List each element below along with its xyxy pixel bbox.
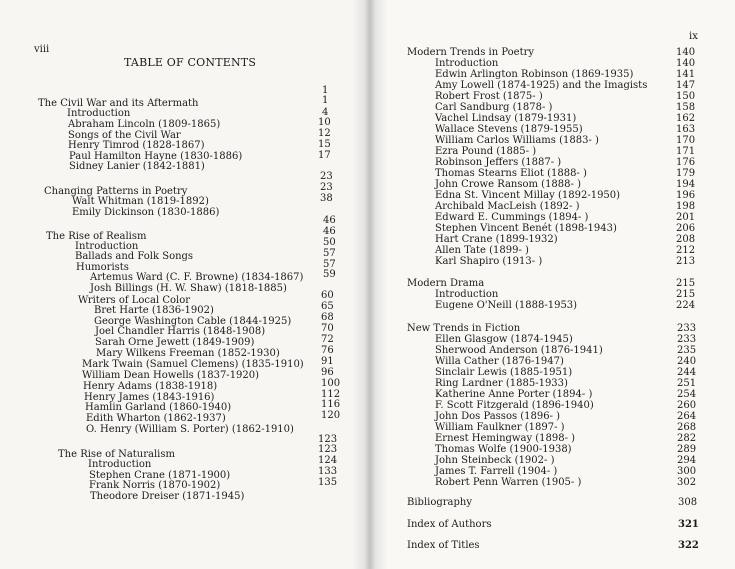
toc-entry: Hamlin Garland (1860-1940) — [85, 402, 232, 413]
toc-entry: Robert Frost (1875- ) — [435, 91, 543, 102]
toc-entry-page: 321 — [678, 519, 699, 530]
toc-entry-page: 57 — [323, 248, 336, 259]
toc-entry: Henry James (1843-1916) — [84, 392, 215, 403]
toc-entry: John Dos Passos (1896- ) — [435, 411, 561, 422]
toc-entry-page: 215 — [676, 289, 696, 300]
toc-entry-page: 120 — [321, 410, 341, 421]
toc-entry-page: 170 — [676, 135, 696, 146]
toc-entry-page: 194 — [676, 179, 696, 190]
toc-entry-page: 294 — [677, 455, 697, 466]
toc-entry: Ernest Hemingway (1898- ) — [435, 433, 576, 444]
toc-entry-page: 233 — [677, 334, 697, 345]
toc-entry-page: 308 — [678, 497, 698, 508]
toc-entry-page: 70 — [321, 323, 334, 334]
toc-entry: Bret Harte (1836-1902) — [94, 305, 214, 316]
toc-entry: John Steinbeck (1902- ) — [435, 455, 555, 466]
toc-entry-page: 141 — [676, 69, 696, 80]
toc-entry: Writers of Local Color — [78, 295, 191, 306]
toc-entry-page: 208 — [676, 234, 696, 245]
section-page-new-fiction: 233 — [677, 323, 697, 334]
section-page-rise-of-realism: 46 — [323, 215, 336, 226]
section-heading-rise-of-naturalism: The Rise of Naturalism — [58, 449, 175, 460]
toc-entry-page: 240 — [677, 356, 697, 367]
toc-entry: Sinclair Lewis (1885-1951) — [435, 367, 573, 378]
section-heading-civil-war: The Civil War and its Aftermath — [38, 98, 199, 109]
toc-entry: Introduction — [435, 58, 499, 69]
toc-entry: Paul Hamilton Hayne (1830-1886) — [69, 151, 243, 162]
toc-entry: Willa Cather (1876-1947) — [435, 356, 564, 367]
toc-entry-page: 60 — [321, 290, 334, 301]
book-gutter — [352, 0, 388, 569]
toc-entry-page: 133 — [318, 466, 338, 477]
toc-entry-page: 251 — [677, 378, 697, 389]
toc-entry: Ring Lardner (1885-1933) — [435, 378, 568, 389]
toc-entry-page: 140 — [676, 58, 696, 69]
toc-entry-page: 59 — [323, 269, 336, 280]
toc-entry-page: 57 — [323, 259, 336, 270]
toc-entry: Carl Sandburg (1878- ) — [435, 102, 553, 113]
toc-entry: Josh Billings (H. W. Shaw) (1818-1885) — [90, 283, 287, 294]
toc-entry: John Crowe Ransom (1888- ) — [435, 179, 581, 190]
toc-entry-page: 116 — [321, 399, 341, 410]
toc-entry: Sarah Orne Jewett (1849-1909) — [95, 337, 255, 348]
toc-title: TABLE OF CONTENTS — [124, 56, 257, 69]
toc-entry-page: 260 — [677, 400, 697, 411]
toc-entry: Edward E. Cummings (1894- ) — [435, 212, 589, 223]
toc-entry: Robinson Jeffers (1887- ) — [435, 157, 562, 168]
toc-entry: George Washington Cable (1844-1925) — [94, 316, 292, 327]
toc-entry: Edwin Arlington Robinson (1869-1935) — [435, 69, 634, 80]
toc-entry: Introduction — [67, 108, 131, 119]
toc-entry: James T. Farrell (1904- ) — [435, 466, 558, 477]
right-page-number: ix — [689, 31, 698, 42]
toc-entry: Introduction — [435, 289, 499, 300]
toc-entry-page: 150 — [676, 91, 696, 102]
toc-entry-page: 163 — [676, 124, 696, 135]
toc-entry: Abraham Lincoln (1809-1865) — [68, 119, 221, 130]
toc-entry-page: 322 — [678, 540, 699, 551]
toc-entry-index-titles: Index of Titles — [407, 540, 480, 551]
section-heading-changing-patterns: Changing Patterns in Poetry — [44, 186, 188, 197]
toc-entry-page: 235 — [677, 345, 697, 356]
toc-entry: Amy Lowell (1874-1925) and the Imagists — [435, 80, 648, 91]
toc-entry-page: 264 — [677, 411, 697, 422]
toc-entry-page: 206 — [676, 223, 696, 234]
toc-entry: Introduction — [88, 459, 152, 470]
toc-entry: Edith Wharton (1862-1937) — [86, 413, 226, 424]
toc-entry: Stephen Vincent Benét (1898-1943) — [435, 223, 617, 234]
toc-entry-page: 289 — [677, 444, 697, 455]
toc-entry-page: 158 — [676, 102, 696, 113]
toc-entry: William Carlos Williams (1883- ) — [435, 135, 599, 146]
toc-entry: Ezra Pound (1885- ) — [435, 146, 537, 157]
toc-entry: Mark Twain (Samuel Clemens) (1835-1910) — [82, 359, 304, 370]
toc-entry-page: 201 — [676, 212, 696, 223]
toc-entry-page: 100 — [321, 378, 341, 389]
toc-entry: Artemus Ward (C. F. Browne) (1834-1867) — [90, 272, 304, 283]
toc-entry: Hart Crane (1899-1932) — [435, 234, 558, 245]
toc-entry: Ballads and Folk Songs — [75, 251, 194, 262]
toc-entry: Edna St. Vincent Millay (1892-1950) — [435, 190, 621, 201]
toc-entry: Humorists — [76, 262, 129, 273]
toc-entry-page: 124 — [318, 455, 338, 466]
toc-entry: F. Scott Fitzgerald (1896-1940) — [435, 400, 594, 411]
toc-entry: Karl Shapiro (1913- ) — [435, 256, 543, 267]
left-page-number: viii — [34, 44, 50, 55]
toc-entry-page: 1 — [322, 95, 329, 106]
toc-entry-page: 244 — [677, 367, 697, 378]
section-heading-rise-of-realism: The Rise of Realism — [46, 231, 147, 242]
toc-entry-page: 12 — [318, 128, 331, 139]
toc-entry-page: 254 — [677, 389, 697, 400]
toc-entry-page: 213 — [676, 256, 696, 267]
section-heading-modern-poetry: Modern Trends in Poetry — [407, 47, 535, 58]
toc-entry-page: 112 — [321, 389, 341, 400]
toc-entry: Walt Whitman (1819-1892) — [72, 196, 209, 207]
toc-entry-index-authors: Index of Authors — [407, 519, 492, 530]
toc-entry-page: 135 — [318, 477, 338, 488]
toc-entry-page: 268 — [677, 422, 697, 433]
toc-entry-page: 198 — [676, 201, 696, 212]
toc-entry-page: 96 — [321, 367, 334, 378]
toc-entry-page: 300 — [677, 466, 697, 477]
toc-entry-page: 179 — [676, 168, 696, 179]
toc-entry-page: 72 — [321, 334, 334, 345]
toc-entry-page: 123 — [318, 444, 338, 455]
toc-entry: Allen Tate (1899- ) — [435, 245, 529, 256]
toc-entry-page: 76 — [321, 345, 334, 356]
toc-entry: Songs of the Civil War — [68, 130, 181, 141]
toc-entry: Joel Chandler Harris (1848-1908) — [95, 326, 266, 337]
toc-entry-page: 176 — [676, 157, 696, 168]
section-page-modern-drama: 215 — [676, 278, 696, 289]
toc-entry: Sherwood Anderson (1876-1941) — [435, 345, 603, 356]
toc-entry-page: 91 — [321, 356, 334, 367]
toc-entry-page: 23 — [320, 182, 333, 193]
section-page-modern-poetry: 140 — [676, 47, 696, 58]
toc-entry-page: 38 — [320, 193, 333, 204]
section-page-rise-of-naturalism: 123 — [318, 434, 338, 445]
toc-entry: Wallace Stevens (1879-1955) — [435, 124, 583, 135]
toc-entry: Stephen Crane (1871-1900) — [89, 470, 231, 481]
section-page-civil-war: 1 — [322, 85, 329, 96]
toc-entry: Henry Adams (1838-1918) — [83, 381, 218, 392]
toc-entry-page: 196 — [676, 190, 696, 201]
toc-entry-page: 17 — [318, 150, 331, 161]
toc-entry: William Dean Howells (1837-1920) — [82, 370, 260, 381]
toc-entry: Ellen Glasgow (1874-1945) — [435, 334, 573, 345]
toc-entry: Robert Penn Warren (1905- ) — [435, 477, 582, 488]
toc-entry: O. Henry (William S. Porter) (1862-1910) — [86, 424, 294, 435]
section-heading-modern-drama: Modern Drama — [407, 278, 485, 289]
right-page — [371, 0, 735, 569]
toc-entry-page: 171 — [676, 146, 696, 157]
toc-entry: Vachel Lindsay (1879-1931) — [435, 113, 577, 124]
toc-entry: Emily Dickinson (1830-1886) — [72, 207, 220, 218]
toc-entry: Mary Wilkens Freeman (1852-1930) — [96, 348, 280, 359]
toc-entry-page: 282 — [677, 433, 697, 444]
toc-entry: William Faulkner (1897- ) — [435, 422, 565, 433]
toc-entry-page: 302 — [677, 477, 697, 488]
toc-entry-page: 15 — [318, 139, 331, 150]
section-page-changing-patterns: 23 — [320, 171, 333, 182]
toc-entry: Archibald MacLeish (1892- ) — [435, 201, 580, 212]
toc-entry-page: 4 — [322, 107, 329, 118]
toc-entry-page: 147 — [676, 80, 696, 91]
toc-entry: Thomas Wolfe (1900-1938) — [435, 444, 572, 455]
section-heading-new-fiction: New Trends in Fiction — [407, 323, 521, 334]
toc-entry-page: 212 — [676, 245, 696, 256]
toc-entry-page: 162 — [676, 113, 696, 124]
toc-entry: Theodore Dreiser (1871-1945) — [90, 491, 245, 502]
toc-entry: Henry Timrod (1828-1867) — [68, 140, 205, 151]
toc-entry-page: 50 — [323, 237, 336, 248]
toc-entry-page: 224 — [676, 300, 696, 311]
toc-entry: Sidney Lanier (1842-1881) — [69, 161, 205, 172]
toc-entry: Introduction — [75, 241, 139, 252]
toc-entry-page: 68 — [321, 312, 334, 323]
toc-entry-page: 10 — [318, 117, 331, 128]
toc-entry-page: 46 — [323, 226, 336, 237]
toc-entry-bibliography: Bibliography — [407, 497, 472, 508]
toc-entry-page: 65 — [321, 301, 334, 312]
toc-entry: Katherine Anne Porter (1894- ) — [435, 389, 593, 400]
toc-entry: Eugene O'Neill (1888-1953) — [435, 300, 578, 311]
toc-entry: Thomas Stearns Eliot (1888- ) — [435, 168, 587, 179]
toc-entry: Frank Norris (1870-1902) — [89, 480, 221, 491]
